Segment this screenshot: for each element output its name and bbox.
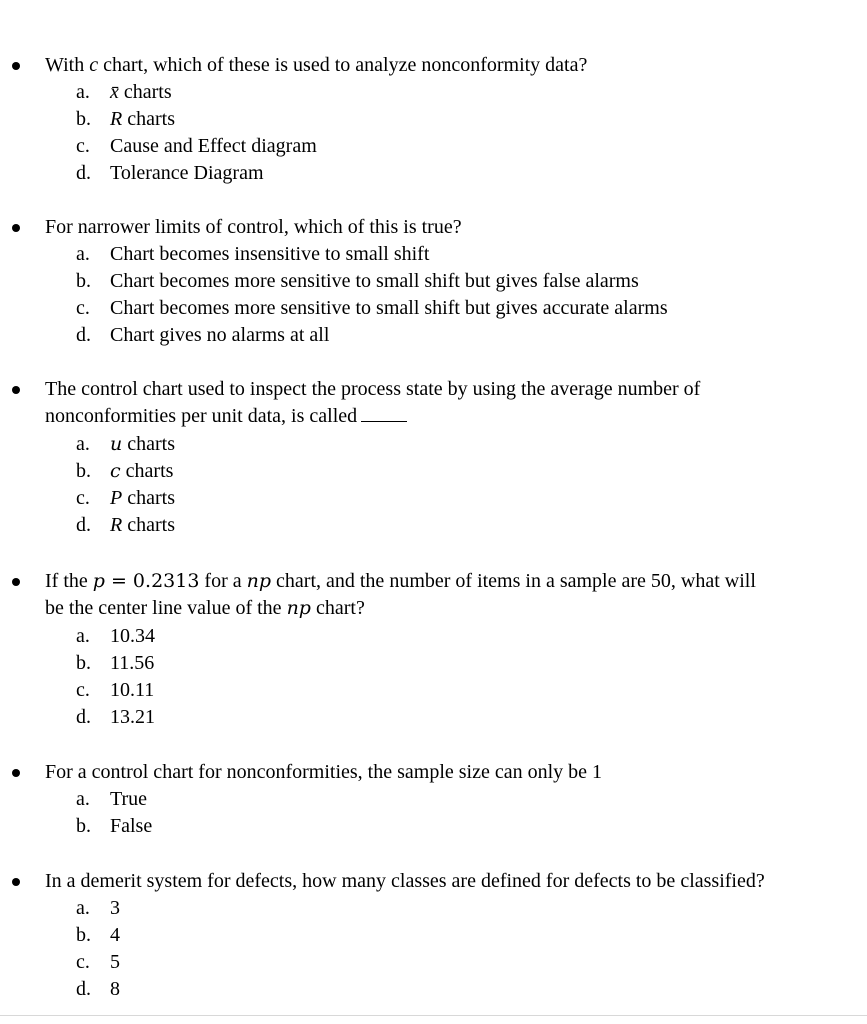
math-term: np — [246, 570, 272, 592]
text-run: For a control chart for nonconformities, the sample size can only be 1 — [45, 761, 603, 783]
text-run: charts — [122, 514, 175, 536]
option-text — [110, 485, 175, 512]
option-letter: c. — [76, 135, 90, 157]
text-run: Chart becomes more sensitive to small shift but gives accurate alarms — [110, 297, 668, 319]
option-text — [110, 895, 120, 922]
text-run: Chart becomes more sensitive to small shift but gives false alarms — [110, 270, 639, 292]
option-text — [110, 79, 172, 106]
text-run: chart, and the number of items in a sample are 50, what will be the center line value of the — [45, 570, 756, 619]
option-letter: b. — [76, 270, 91, 292]
bullet-icon — [12, 878, 20, 886]
text-run: charts — [122, 487, 175, 509]
option-text — [110, 295, 668, 322]
option-text — [110, 133, 317, 160]
text-run: charts — [120, 460, 174, 482]
option-text — [110, 677, 154, 704]
math-term: u — [110, 433, 123, 455]
text-run: With — [45, 54, 90, 76]
text-run: The control chart used to inspect the process state by using the average number of nonconformities per unit data, is called — [45, 378, 701, 427]
bullet-icon — [12, 386, 20, 394]
math-term: p — [92, 570, 105, 592]
text-run: Tolerance Diagram — [110, 162, 264, 184]
text-run: for a — [199, 570, 247, 592]
option-text — [110, 431, 175, 458]
option-letter: c. — [76, 679, 90, 701]
option-text — [110, 268, 639, 295]
question-text — [45, 214, 845, 241]
option-letter: d. — [76, 514, 91, 536]
math-term: P — [110, 487, 123, 509]
text-run: 10.34 — [110, 625, 155, 647]
bullet-icon — [12, 769, 20, 777]
option-letter: c. — [76, 951, 90, 973]
text-run: In a demerit system for defects, how many classes are defined for defects to be classified? — [45, 870, 765, 892]
bottom-divider — [0, 1015, 867, 1016]
option-text — [110, 106, 175, 133]
option-letter: c. — [76, 487, 90, 509]
option-letter: d. — [76, 706, 91, 728]
bullet-icon — [12, 62, 20, 70]
text-run: 11.56 — [110, 652, 155, 674]
text-run: 4 — [110, 924, 120, 946]
option-letter: b. — [76, 652, 91, 674]
option-letter: b. — [76, 815, 91, 837]
question-text — [45, 759, 845, 786]
option-text — [110, 623, 155, 650]
text-run: charts — [118, 81, 172, 103]
option-text — [110, 813, 152, 840]
question-text — [45, 568, 845, 622]
option-letter: a. — [76, 81, 90, 103]
option-text — [110, 160, 264, 187]
option-text — [110, 949, 120, 976]
option-letter: d. — [76, 162, 91, 184]
option-text — [110, 322, 329, 349]
option-letter: b. — [76, 924, 91, 946]
option-text — [110, 241, 429, 268]
option-letter: a. — [76, 897, 90, 919]
text-run: chart? — [310, 597, 365, 619]
text-run: 10.11 — [110, 679, 155, 701]
math-term: c — [89, 54, 99, 76]
option-letter: c. — [76, 297, 90, 319]
math-term: R — [110, 108, 123, 130]
math-term: np — [286, 597, 311, 619]
option-text — [110, 922, 120, 949]
math-term: R — [110, 514, 123, 536]
option-text — [110, 786, 147, 813]
option-letter: d. — [76, 978, 91, 1000]
option-letter: b. — [76, 108, 91, 130]
option-text — [110, 704, 155, 731]
question-text — [45, 376, 845, 430]
text-run: False — [110, 815, 153, 837]
text-run: 5 — [110, 951, 120, 973]
answer-blank — [361, 403, 407, 422]
option-letter: a. — [76, 243, 90, 265]
option-text — [110, 650, 154, 677]
bullet-icon — [12, 224, 20, 232]
text-run: chart, which of these is used to analyze nonconformity data? — [98, 54, 588, 76]
text-run: If the — [45, 570, 93, 592]
option-letter: a. — [76, 625, 90, 647]
bullet-icon — [12, 578, 20, 586]
math-term: = 0.2313 — [104, 570, 200, 592]
text-run: Chart gives no alarms at all — [110, 324, 330, 346]
option-text — [110, 976, 120, 1003]
text-run: For narrower limits of control, which of this is true? — [45, 216, 462, 238]
option-letter: a. — [76, 788, 90, 810]
option-text — [110, 512, 175, 539]
text-run: Chart becomes insensitive to small shift — [110, 243, 430, 265]
option-letter: a. — [76, 433, 90, 455]
question-text — [45, 52, 845, 79]
option-letter: b. — [76, 460, 91, 482]
text-run: 8 — [110, 978, 120, 1000]
text-run: charts — [122, 433, 176, 455]
text-run: 3 — [110, 897, 120, 919]
option-text — [110, 458, 173, 485]
text-run: charts — [122, 108, 175, 130]
question-text — [45, 868, 845, 895]
option-letter: d. — [76, 324, 91, 346]
text-run: True — [110, 788, 148, 810]
text-run: Cause and Effect diagram — [110, 135, 317, 157]
math-term: c — [110, 460, 121, 482]
text-run: 13.21 — [110, 706, 155, 728]
math-term: x̄ — [110, 81, 119, 103]
